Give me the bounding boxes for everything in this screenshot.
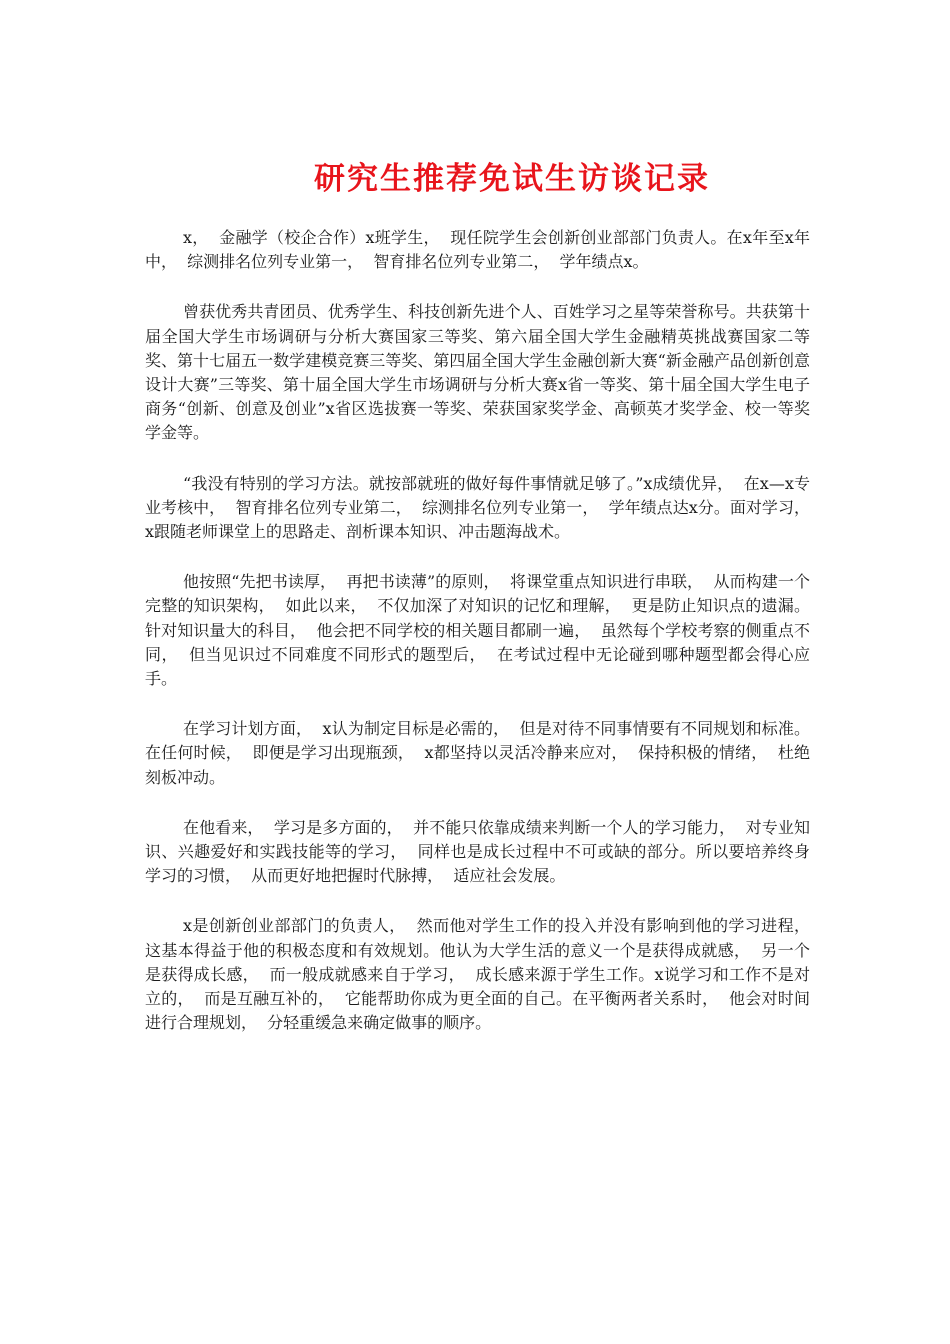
paragraph-1: x， 金融学（校企合作）x班学生， 现任院学生会创新创业部部门负责人。在x年至x年中， 综测排名位列专业第一， 智育排名位列专业第二， 学年绩点x。 — [145, 228, 810, 272]
paragraph-5: 在学习计划方面， x认为制定目标是必需的， 但是对待不同事情要有不同规划和标准。在任何时候， 即便是学习出现瓶颈， x都坚持以灵活冷静来应对， 保持积极的情绪， 杜绝刻板冲动。 — [145, 719, 810, 787]
document-title: 研究生推荐免试生访谈记录 — [314, 161, 710, 197]
paragraph-2: 曾获优秀共青团员、优秀学生、科技创新先进个人、百姓学习之星等荣誉称号。共获第十届全国大学生市场调研与分析大赛国家三等奖、第六届全国大学生金融精英挑战赛国家二等奖、第十七届五一数学建模竞赛三等奖、第四届全国大学生金融创新大赛“新金融产品创新创意设计大赛”三等奖、第十届全国大学生市场调研与分析大赛x省一等奖、第十届全国大学生电子商务“创新、创意及创业”x省区选拔赛一等奖、荣获国家奖学金、高顿英才奖学金、校一等奖学金等。 — [145, 302, 810, 443]
paragraph-6: 在他看来， 学习是多方面的， 并不能只依靠成绩来判断一个人的学习能力， 对专业知识、兴趣爱好和实践技能等的学习， 同样也是成长过程中不可或缺的部分。所以要培养终身学习的习惯， 从而更好地把握时代脉搏， 适应社会发展。 — [145, 817, 810, 886]
paragraph-7: x是创新创业部部门的负责人， 然而他对学生工作的投入并没有影响到他的学习进程， 这基本得益于他的积极态度和有效规划。他认为大学生活的意义一个是获得成就感， 另一个是获得成长感， 而一般成就感来自于学习， 成长感来源于学生工作。x说学习和工作不是对立的， 而是互融互补的， 它能帮助你成为更全面的自己。在平衡两者关系时， 他会对时间进行合理规划， 分轻重缓急来确定做事的顺序。 — [145, 916, 821, 1033]
paragraph-4: 他按照“先把书读厚， 再把书读薄”的原则， 将课堂重点知识进行串联， 从而构建一个完整的知识架构， 如此以来， 不仅加深了对知识的记忆和理解， 更是防止知识点的遗漏。针对知识量大的科目， 他会把不同学校的相关题目都刷一遍， 虽然每个学校考察的侧重点不同， 但当见识过不同难度不同形式的题型后， 在考试过程中无论碰到哪种题型都会得心应手。 — [145, 572, 810, 689]
paragraph-3: “我没有特别的学习方法。就按部就班的做好每件事情就足够了。”x成绩优异， 在x—x专业考核中， 智育排名位列专业第二， 综测排名位列专业第一， 学年绩点达x分。面对学习， x跟随老师课堂上的思路走、剖析课本知识、冲击题海战术。 — [145, 473, 821, 542]
document-body — [145, 226, 821, 1061]
